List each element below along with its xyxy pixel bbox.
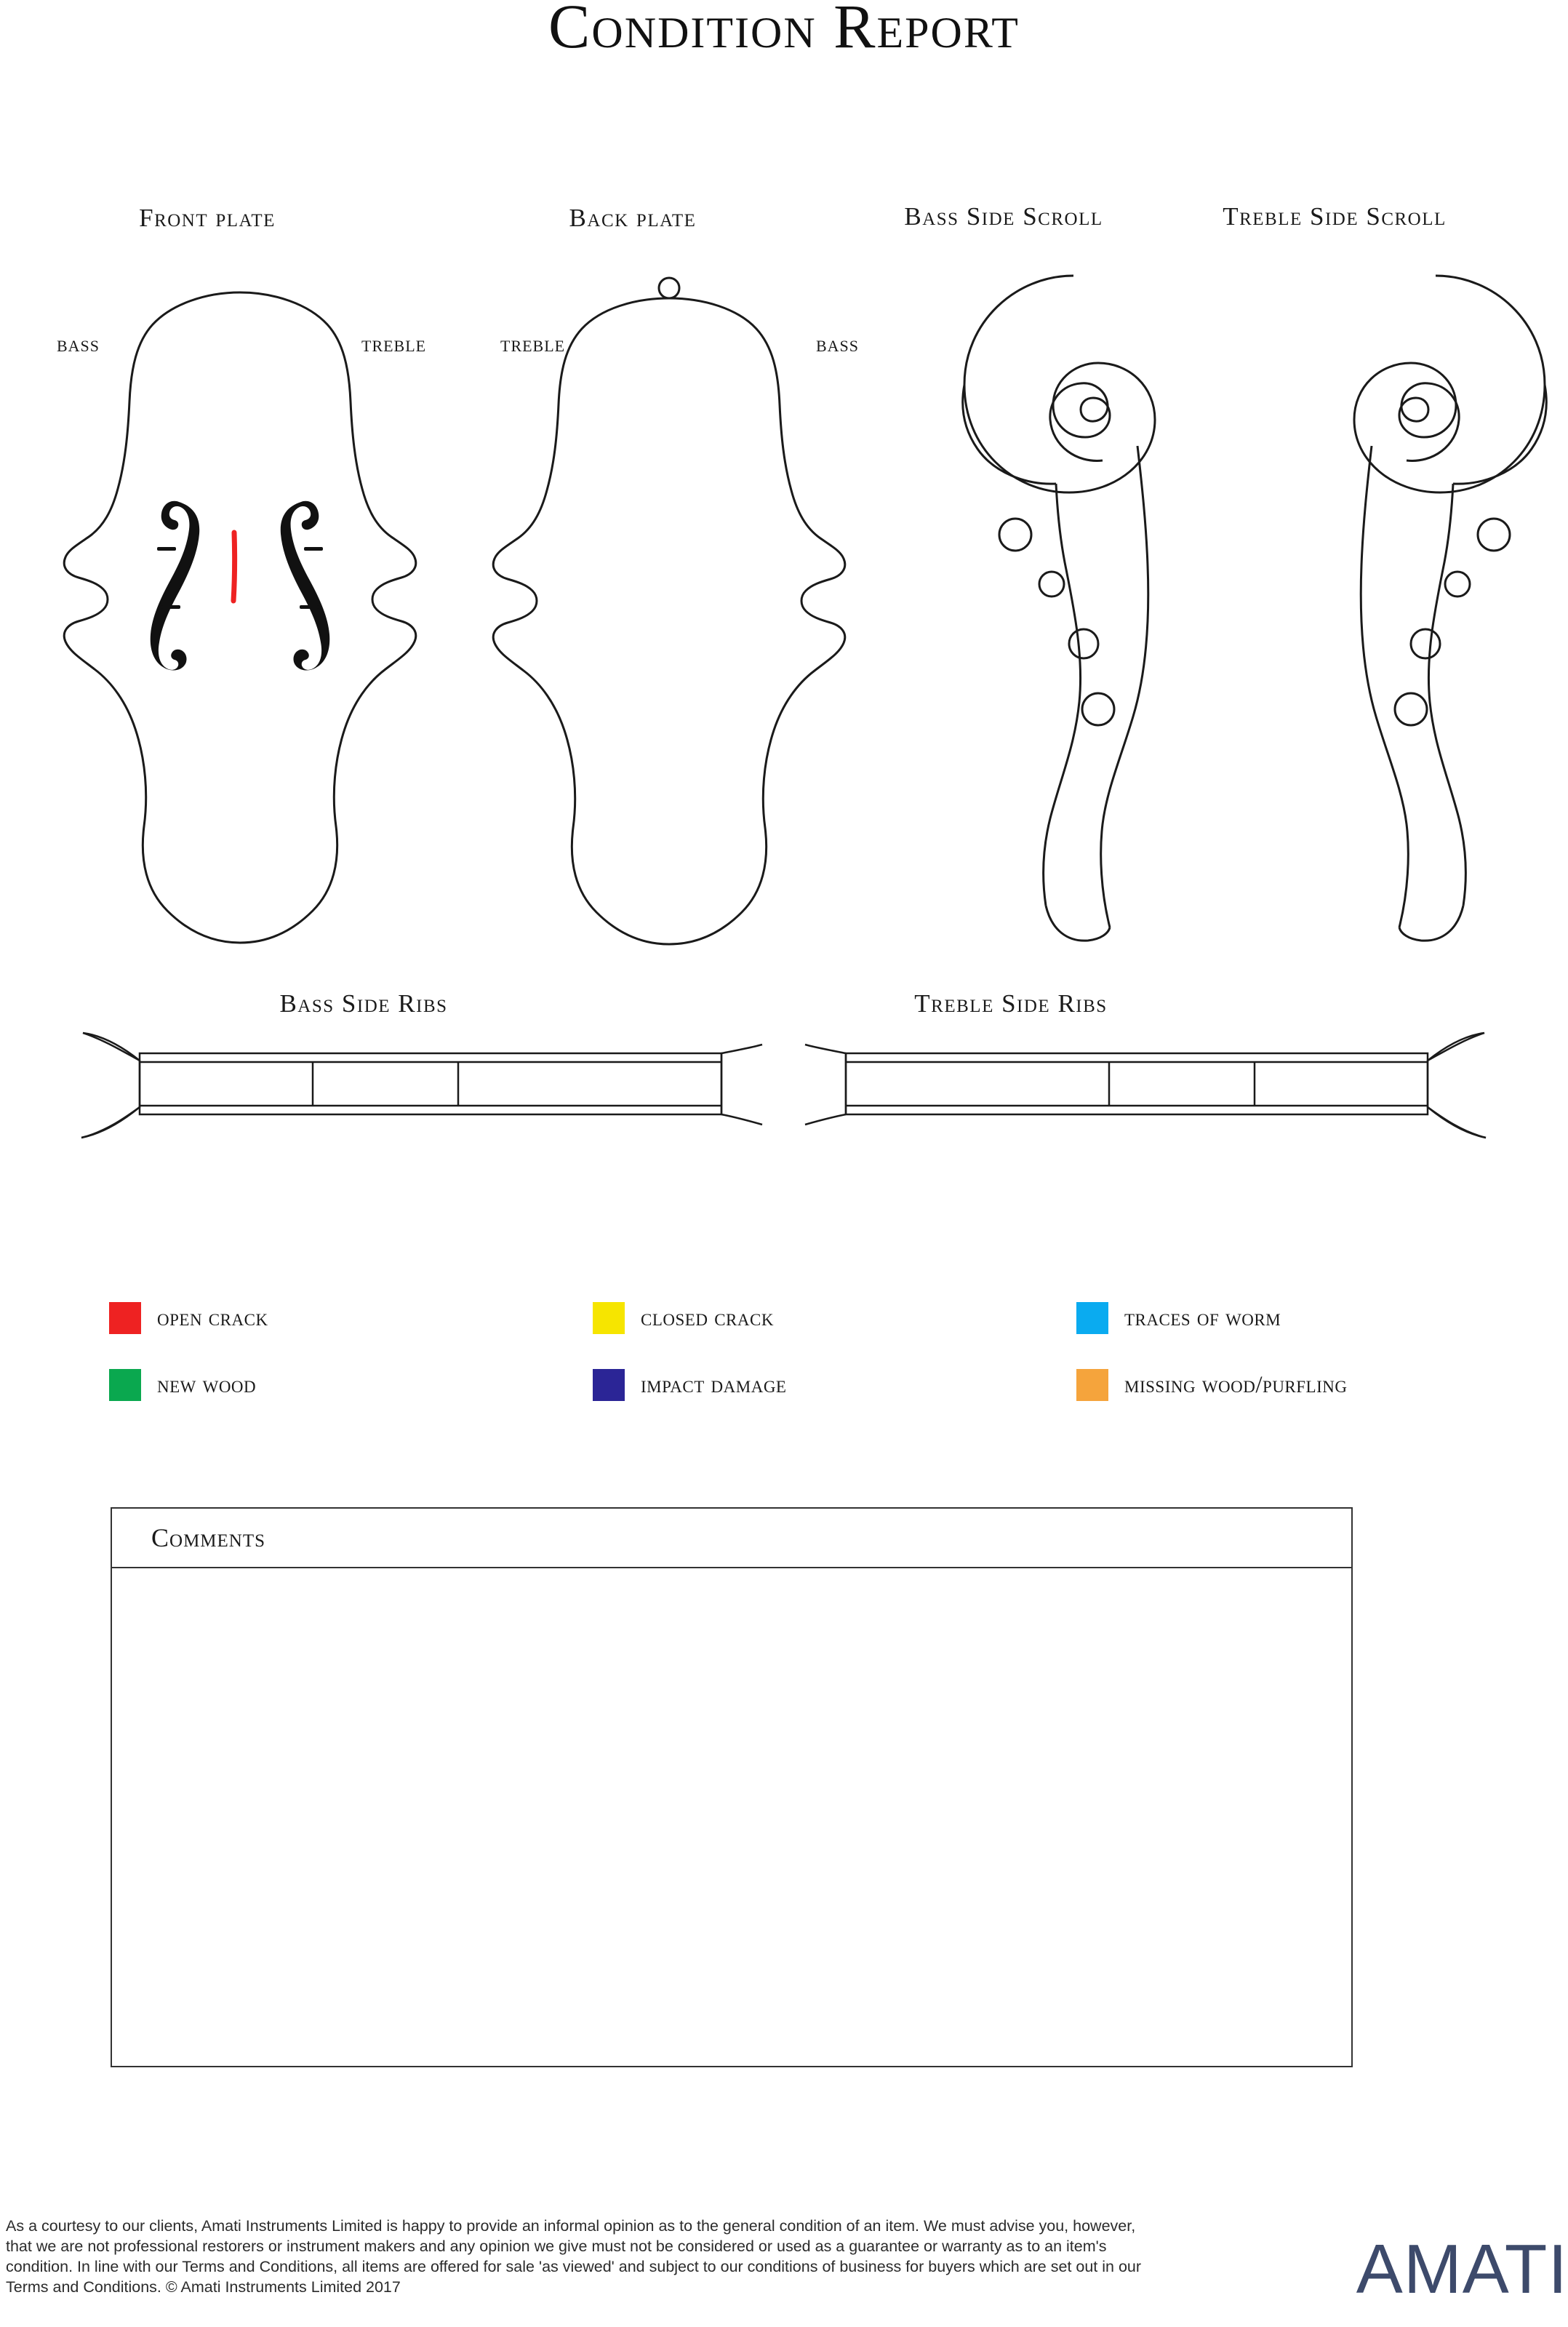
legend-swatch-new-wood xyxy=(109,1369,141,1401)
legend-row xyxy=(109,1302,1469,1334)
legend-swatch-traces-of-worm xyxy=(1076,1302,1108,1334)
comments-box xyxy=(111,1507,1353,2067)
legend-label-missing-wood-purfling: missing wood/purfling xyxy=(1124,1371,1348,1398)
comments-header xyxy=(112,1509,1351,1568)
caption-bass-side-scroll: Bass Side Scroll xyxy=(904,202,1103,231)
bass-side-ribs-diagram[interactable] xyxy=(73,1018,764,1149)
front-plate-bass-label: BASS xyxy=(57,337,100,355)
marking-open-crack xyxy=(233,532,235,601)
caption-treble-side-scroll: Treble Side Scroll xyxy=(1223,202,1447,231)
legend-row xyxy=(109,1369,1469,1401)
bass-side-scroll-diagram[interactable] xyxy=(945,266,1251,957)
legend-item-closed-crack[interactable] xyxy=(593,1302,1076,1334)
back-plate-treble-label: TREBLE xyxy=(500,337,566,355)
front-plate-treble-label: TREBLE xyxy=(361,337,427,355)
legend-label-impact-damage: impact damage xyxy=(641,1371,787,1398)
legend-swatch-impact-damage xyxy=(593,1369,625,1401)
amati-logo: AMATI xyxy=(1356,2230,1568,2308)
legend-label-traces-of-worm: traces of worm xyxy=(1124,1304,1281,1331)
legend xyxy=(109,1302,1469,1436)
treble-side-ribs-diagram[interactable] xyxy=(804,1018,1495,1149)
legend-swatch-open-crack xyxy=(109,1302,141,1334)
caption-back-plate: Back plate xyxy=(569,204,697,232)
page-title: Condition Report xyxy=(548,0,1020,61)
back-plate-bass-label: BASS xyxy=(816,337,860,355)
legend-swatch-missing-wood-purfling xyxy=(1076,1369,1108,1401)
caption-bass-side-ribs: Bass Side Ribs xyxy=(279,989,448,1018)
treble-side-scroll-diagram[interactable] xyxy=(1258,266,1564,957)
legend-label-closed-crack: closed crack xyxy=(641,1304,774,1331)
legend-label-new-wood: new wood xyxy=(157,1371,257,1398)
caption-front-plate: Front plate xyxy=(139,204,276,232)
legend-item-impact-damage[interactable] xyxy=(593,1369,1076,1401)
comments-label: Comments xyxy=(151,1523,266,1552)
legend-item-traces-of-worm[interactable] xyxy=(1076,1302,1469,1334)
caption-treble-side-ribs: Treble Side Ribs xyxy=(914,989,1108,1018)
footer-disclaimer: As a courtesy to our clients, Amati Instruments Limited is happy to provide an informal opinion as to the general condition of an item. We must advise you, however, that we are not professional restorers or instrument makers and any opinion we give must not be considered or used as a guarantee or warranty as to an item's condition. In line with our Terms and Conditions, all items are offered for sale 'as viewed' and subject to our conditions of business for buyers which are set out in our Terms and Conditions. © Amati Instruments Limited 2017 xyxy=(6,2217,1142,2296)
legend-item-missing-wood-purfling[interactable] xyxy=(1076,1369,1469,1401)
legend-swatch-closed-crack xyxy=(593,1302,625,1334)
legend-item-open-crack[interactable] xyxy=(109,1302,593,1334)
legend-label-open-crack: open crack xyxy=(157,1304,268,1331)
front-plate-diagram[interactable] xyxy=(36,276,444,946)
back-plate-diagram[interactable] xyxy=(465,276,873,946)
legend-item-new-wood[interactable] xyxy=(109,1369,593,1401)
comments-input[interactable] xyxy=(112,1568,1351,2067)
